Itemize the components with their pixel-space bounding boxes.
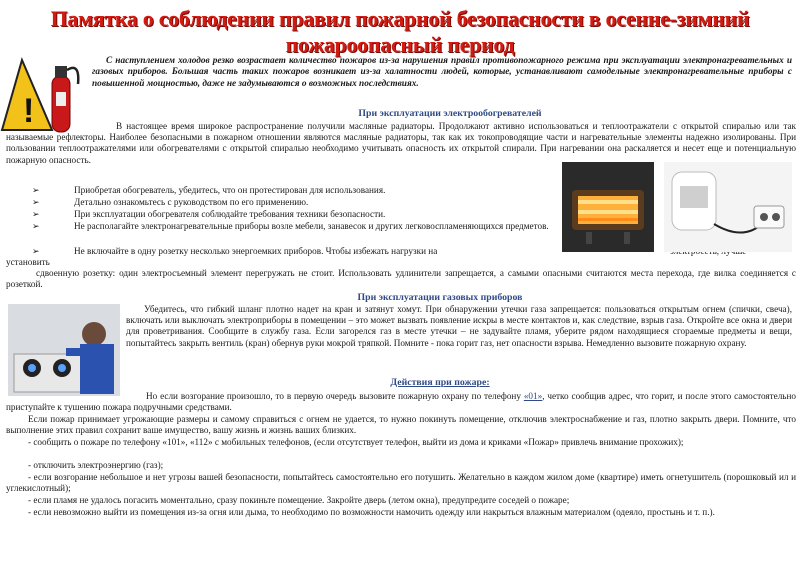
bullet-item: ➢ Не располагайте электронагревательные приборы возле мебели, занавесок и других легковоспламеняющихся предметов. <box>32 221 549 231</box>
fire-actions-item: - если возгорание небольшое и нет угрозы вашей безопасности, попытайтесь самостоятельно его потушить. Желательно в каждом жилом доме (квартире) иметь огнетушитель (порошковый ил и углекислотный); <box>6 472 796 494</box>
bullet-item: ➢ Не включайте в одну розетку несколько энергоемких приборов. Чтобы избежать нагрузки на <box>32 246 438 256</box>
fire-actions-paragraph-2: Если пожар принимает угрожающие размеры и самому справиться с огнем не удается, то нужно покинуть помещение, отключив электроснабжение и газ, плотно закрыть двери. Помните, что выполнение этих правил сохранит ваше имущество, вашу жизнь и жизнь ваших близких. <box>6 414 796 436</box>
fire-actions-item: - отключить электроэнергию (газ); <box>28 460 164 470</box>
fire-actions-item: - если невозможно выйти из помещения из-за огня или дыма, то необходимо по возможности намочить одежду или накрыться влажным материалом (одеяло, простынь и т. п.). <box>28 507 715 517</box>
fire-phone-link[interactable]: «01» <box>523 391 543 401</box>
intro-paragraph: С наступлением холодов резко возрастает количество пожаров из-за нарушения правил противопожарного режима при эксплуатации электронагревательных и газовых приборов. Большая часть таких пожаров возникает из-за халатности людей, которые, устанавливают самодельные электронагревательные приборы с повышенной мощностью, даже не задумываются о возможных последствиях. <box>92 56 792 89</box>
bullet-item-continued: сдвоенную розетку: один электросъемный элемент перегружать не стоит. Использовать удлинители запрещается, а самыми опасными считаются места перехода, где вилка соединяется с розеткой. <box>6 268 796 290</box>
bullet-item: ➢ Детально ознакомьтесь с руководством по его применению. <box>32 197 309 207</box>
heaters-paragraph: В настоящее время широкое распространение получили масляные радиаторы. Продолжают активно использоваться и теплоотражатели с открытой спиралью или так называемые рефлекторы. Наиболее безопасными в пожарном отношении являются масляные радиаторы, так как их токопроводящие части и нагревательные элементы надежно изолированы. При пользовании теплоотражателями или обогревателями с открытой спиралью необходимо учитывать опасность их открытой спирали. При нагревании она раскаляется и несет еще и потенциальную пожарную опасность. <box>6 121 796 165</box>
svg-text:!: ! <box>23 92 35 130</box>
gas-stove-photo <box>8 304 120 396</box>
gas-paragraph: Убедитесь, что гибкий шланг плотно надет на кран и затянут хомут. При обнаружении утечки газа запрещается: пользоваться открытым огнем (спички, свеча), включать или выключать электроприборы в помещении – это может вызвать появление искры в месте контактов и, как следствие, взрыв газа. Откройте все окна и двери для проветривания. Сообщите в службу газа. Если загорелся газ в месте утечки – не задувайте пламя, уберите рядом находящиеся сгораемые предметы и вещи, попытайтесь закрыть вентиль (кран) обернув руки мокрой тряпкой. Помните - пока горит газ, нет опасности взрыва. Немедленно вызовите пожарную охрану. <box>126 304 792 348</box>
section-heading-fire-actions: Действия при пожаре: <box>390 377 490 388</box>
page-title: Памятка о соблюдении правил пожарной безопасности в осенне-зимний пожароопасный период <box>50 6 750 57</box>
bullet-item: ➢ При эксплуатации обогревателя соблюдайте требования техники безопасности. <box>32 209 386 219</box>
heater-photo <box>562 162 654 252</box>
section-heading-heaters: При эксплуатации электрообогревателей <box>358 108 542 119</box>
fire-actions-paragraph-1: Но если возгорание произошло, то в первую очередь вызовите пожарную охрану по телефону «01», четко сообщив адрес, что горит, и после этого самостоятельно приступайте к тушению пожара подручными средствами. <box>6 391 796 413</box>
fire-actions-item: - сообщить о пожаре по телефону «101», «112» с мобильных телефонов, (если отсутствует телефон, выйти из дома и криками «Пожар» привлечь внимание прохожих); <box>28 437 684 447</box>
section-heading-gas: При эксплуатации газовых приборов <box>357 292 523 303</box>
bullet-item: ➢ Приобретая обогреватель, убедитесь, что он протестирован для использования. <box>32 185 386 195</box>
fire-actions-item: - если пламя не удалось погасить моментально, сразу покиньте помещение. Закройте дверь (летом окна), предупредите соседей о пожаре; <box>28 495 570 505</box>
fan-heater-photo <box>664 162 792 252</box>
bullet-item-continued: установить <box>6 257 50 267</box>
